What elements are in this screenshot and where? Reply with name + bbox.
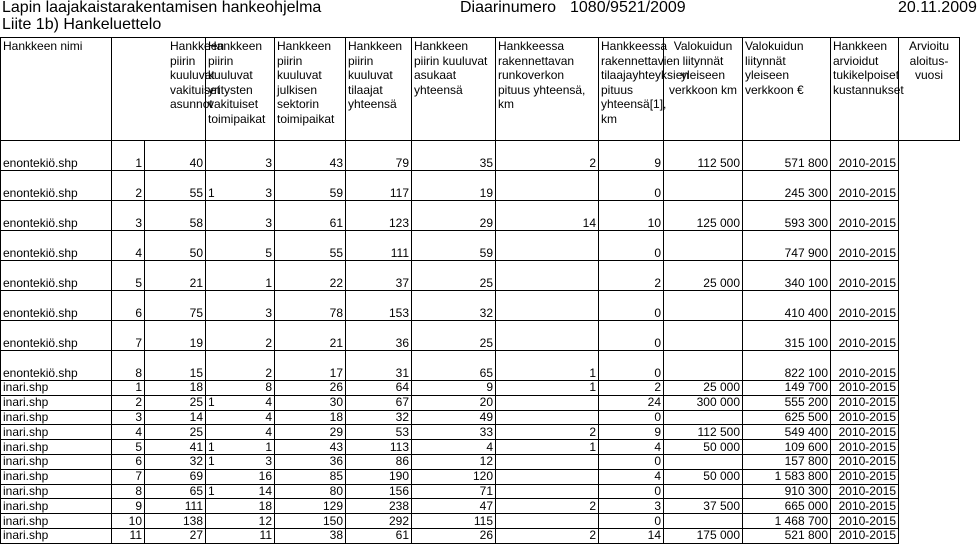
table-cell [496,321,599,351]
table-cell: 3 [599,499,664,514]
table-cell: 25 000 [664,381,743,396]
table-cell: 43 [275,440,346,455]
table-cell: 55 [275,231,346,261]
table-cell: 41 [145,440,206,455]
table-cell: 37 500 [664,499,743,514]
table-cell: 4 [206,410,275,425]
table-cell: 40 [145,141,206,171]
table-row [1,425,960,440]
table-cell: 593 300 [743,201,831,231]
table-cell: 111 [145,499,206,514]
table-row [1,454,960,469]
table-cell: 26 [275,381,346,396]
table-cell: 555 200 [743,395,831,410]
table-cell [206,454,275,469]
table-cell: 149 700 [743,381,831,396]
table-row [1,231,960,261]
table-row [1,440,960,455]
header-cell: Hankkeessa rakennettavien tilaajayhteyksien pituus yhteensä[1], km [599,38,664,141]
table-cell: 2 [112,395,145,410]
table-cell: enontekiö.shp [1,351,112,381]
table-cell: 37 [346,261,412,291]
table-cell [496,261,599,291]
table-cell: 129 [275,499,346,514]
table-cell: 2010-2015 [831,499,899,514]
table-cell: 7 [112,469,145,484]
table-cell-value: 3 [265,454,272,469]
table-cell: 2 [599,261,664,291]
table-cell: 3 [112,201,145,231]
table-cell: 5 [112,261,145,291]
table-cell: 11 [206,528,275,543]
table-cell: 175 000 [664,528,743,543]
table-cell: 38 [275,528,346,543]
table-cell [664,171,743,201]
table-cell: 138 [145,514,206,529]
table-cell: 571 800 [743,141,831,171]
table-cell [206,484,275,499]
table-cell [206,171,275,201]
table-cell: 153 [346,291,412,321]
table-cell: 25 [145,425,206,440]
table-cell: 11 [112,528,145,543]
table-cell: 18 [206,499,275,514]
table-cell: 238 [346,499,412,514]
table-cell: 1 [112,381,145,396]
table-cell [664,321,743,351]
table-cell: 123 [346,201,412,231]
table-cell: 340 100 [743,261,831,291]
table-cell: 0 [599,351,664,381]
table-cell: 61 [275,201,346,231]
table-cell: 58 [145,201,206,231]
table-cell: 747 900 [743,231,831,261]
table-cell: 80 [275,484,346,499]
table-cell: 2010-2015 [831,321,899,351]
table-cell: 3 [206,201,275,231]
table-cell: inari.shp [1,425,112,440]
table-cell: 31 [346,351,412,381]
table-cell: 3 [112,410,145,425]
project-table [0,37,960,544]
table-cell: inari.shp [1,440,112,455]
table-cell: enontekiö.shp [1,201,112,231]
table-cell: 10 [599,201,664,231]
table-cell: 113 [346,440,412,455]
table-cell: 5 [206,231,275,261]
table-cell: 75 [145,291,206,321]
table-cell: 2010-2015 [831,410,899,425]
header-cell: Hankkeen piirin kuuluvat julkisen sektorin toimipaikat [275,38,346,141]
header-row [1,38,960,141]
table-cell: 14 [145,410,206,425]
table-cell: 521 800 [743,528,831,543]
table-cell-value: 14 [258,483,272,498]
table-cell: 0 [599,291,664,321]
table-cell-extra: 1 [208,439,215,454]
table-cell: 14 [496,201,599,231]
table-cell: 1 [112,141,145,171]
table-cell: inari.shp [1,514,112,529]
table-cell: 71 [412,484,496,499]
table-cell: 150 [275,514,346,529]
table-cell: 6 [112,291,145,321]
table-cell [496,231,599,261]
diary-number-label: Diaarinumero [460,0,557,16]
table-cell: inari.shp [1,410,112,425]
table-cell: 1 583 800 [743,469,831,484]
table-cell: 2010-2015 [831,440,899,455]
table-cell: 4 [599,440,664,455]
table-row [1,469,960,484]
table-row [1,528,960,543]
table-cell: 30 [275,395,346,410]
table-cell: 50 [145,231,206,261]
table-cell: 24 [599,395,664,410]
table-cell: 78 [275,291,346,321]
table-cell: 9 [599,141,664,171]
table-cell [664,291,743,321]
table-cell: 665 000 [743,499,831,514]
table-cell: enontekiö.shp [1,171,112,201]
table-cell: 50 000 [664,469,743,484]
table-row [1,321,960,351]
table-cell: 157 800 [743,454,831,469]
table-cell: 910 300 [743,484,831,499]
table-cell: 111 [346,231,412,261]
table-cell: 109 600 [743,440,831,455]
table-cell: 50 000 [664,440,743,455]
table-cell: inari.shp [1,528,112,543]
table-cell: 61 [346,528,412,543]
table-cell: 21 [275,321,346,351]
table-row [1,201,960,231]
header-cell: Arvioitu aloitus-vuosi [899,38,960,141]
table-cell: 29 [275,425,346,440]
table-cell: 2 [496,528,599,543]
table-cell: 8 [112,484,145,499]
table-cell [206,440,275,455]
table-cell: 125 000 [664,201,743,231]
table-cell: 156 [346,484,412,499]
table-cell [496,454,599,469]
table-cell: 36 [275,454,346,469]
table-cell [496,395,599,410]
table-row [1,410,960,425]
table-cell: 59 [412,231,496,261]
table-cell [206,395,275,410]
table-cell: 0 [599,171,664,201]
table-cell: 245 300 [743,171,831,201]
table-cell [664,351,743,381]
table-cell: 0 [599,454,664,469]
table-cell: inari.shp [1,454,112,469]
table-cell: 12 [412,454,496,469]
table-row [1,499,960,514]
table-cell: 14 [599,528,664,543]
table-cell: 86 [346,454,412,469]
table-cell: 65 [412,351,496,381]
table-cell: 43 [275,141,346,171]
table-cell: 1 [496,381,599,396]
table-cell: 8 [206,381,275,396]
table-cell: 2010-2015 [831,381,899,396]
table-cell: 1 [496,351,599,381]
table-cell: enontekiö.shp [1,231,112,261]
table-cell: 1 468 700 [743,514,831,529]
header-cell: Hankkeen piirin kuuluvat asukaat yhteensä [412,38,496,141]
document-subtitle: Liite 1b) Hankeluettelo [2,16,162,33]
table-row [1,395,960,410]
table-cell: 18 [145,381,206,396]
table-cell: 6 [112,454,145,469]
table-cell: 2 [496,499,599,514]
table-cell: 85 [275,469,346,484]
table-cell: 549 400 [743,425,831,440]
table-cell: inari.shp [1,395,112,410]
table-row [1,261,960,291]
table-cell: 67 [346,395,412,410]
diary-number: 1080/9521/2009 [570,0,686,16]
table-cell: 22 [275,261,346,291]
table-cell: 2010-2015 [831,528,899,543]
table-cell [496,469,599,484]
table-cell: 112 500 [664,141,743,171]
table-cell: 2010-2015 [831,469,899,484]
table-cell [496,484,599,499]
table-cell [664,484,743,499]
table-cell: 29 [412,201,496,231]
table-cell-value: 1 [265,439,272,454]
table-row [1,171,960,201]
table-cell: 2010-2015 [831,291,899,321]
table-cell: 112 500 [664,425,743,440]
table-cell: 2010-2015 [831,351,899,381]
table-cell: 2010-2015 [831,231,899,261]
table-cell: 9 [412,381,496,396]
table-cell: 12 [206,514,275,529]
table-cell [664,231,743,261]
table-cell: 55 [145,171,206,201]
table-row [1,484,960,499]
table-row [1,291,960,321]
table-cell-value: 4 [265,395,272,410]
table-cell: 53 [346,425,412,440]
table-cell: inari.shp [1,484,112,499]
table-cell: 0 [599,514,664,529]
header-cell [112,38,225,141]
table-cell: 32 [346,410,412,425]
table-cell: 2010-2015 [831,141,899,171]
table-cell: 64 [346,381,412,396]
table-cell: 25 000 [664,261,743,291]
table-cell [664,410,743,425]
table-cell: 15 [145,351,206,381]
table-cell: 9 [599,425,664,440]
table-cell: 27 [145,528,206,543]
table-cell: 4 [412,440,496,455]
table-cell: 5 [112,440,145,455]
table-cell [664,454,743,469]
table-cell: 4 [206,425,275,440]
table-row [1,514,960,529]
table-cell: 4 [599,469,664,484]
table-cell: 69 [145,469,206,484]
table-cell: enontekiö.shp [1,291,112,321]
table-cell [496,410,599,425]
document-date: 20.11.2009 [898,0,977,16]
table-cell: 33 [412,425,496,440]
table-cell-extra: 1 [208,454,215,469]
table-cell: 2010-2015 [831,484,899,499]
table-cell: 18 [275,410,346,425]
table-cell-extra: 1 [208,483,215,498]
table-cell: 300 000 [664,395,743,410]
table-cell: 2 [112,171,145,201]
document-title: Lapin laajakaistarakentamisen hankeohjelma [2,0,322,16]
table-cell: 3 [206,291,275,321]
table-cell: 4 [112,425,145,440]
table-cell: 79 [346,141,412,171]
table-cell: 292 [346,514,412,529]
table-cell: 59 [275,171,346,201]
table-cell: 0 [599,410,664,425]
table-cell: 2010-2015 [831,454,899,469]
table-cell: 36 [346,321,412,351]
table-body [1,141,960,544]
header-cell: Hankkeen piirin kuuluvat yritysten vakituiset toimipaikat [206,38,275,141]
header-cell: Hankkeessa rakennettavan runkoverkon pituus yhteensä, km [496,38,599,141]
header-cell: Hankkeen piirin kuuluvat tilaajat yhteensä [346,38,412,141]
table-cell [496,171,599,201]
table-cell: 32 [145,454,206,469]
header-cell: Hankkeen nimi [1,38,112,141]
table-cell: 1 [206,261,275,291]
table-cell: 26 [412,528,496,543]
table-cell: 190 [346,469,412,484]
table-cell: 2010-2015 [831,425,899,440]
table-cell: 35 [412,141,496,171]
table-cell-extra: 1 [208,186,215,200]
table-cell: 4 [112,231,145,261]
header-cell: Hankkeen arvioidut tukikelpoiset kustannukset [831,38,899,141]
table-cell: 2 [496,141,599,171]
table-cell: 1 [496,440,599,455]
header-cell-text: Hankkeen piirin kuuluvat vakituiset asunnot [170,39,225,111]
table-cell: 9 [112,499,145,514]
header-cell: Valokuidun liitynnät yleiseen verkkoon km [664,38,743,141]
table-cell: enontekiö.shp [1,141,112,171]
table-cell [496,291,599,321]
table-cell: 120 [412,469,496,484]
table-cell: 32 [412,291,496,321]
table-cell: 2 [206,321,275,351]
table-cell: 0 [599,321,664,351]
table-cell: 25 [145,395,206,410]
table-cell: 115 [412,514,496,529]
table-cell: 49 [412,410,496,425]
table-cell: 21 [145,261,206,291]
table-cell: enontekiö.shp [1,261,112,291]
table-cell: 2010-2015 [831,201,899,231]
table-cell: inari.shp [1,469,112,484]
table-cell: 625 500 [743,410,831,425]
table-cell: 2010-2015 [831,261,899,291]
table-cell: 2010-2015 [831,171,899,201]
table-cell: 19 [412,171,496,201]
table-cell: inari.shp [1,381,112,396]
table-cell: 25 [412,261,496,291]
table-cell: 17 [275,351,346,381]
table-cell: 2010-2015 [831,395,899,410]
table-cell: 19 [145,321,206,351]
table-cell: 20 [412,395,496,410]
table-cell: 822 100 [743,351,831,381]
table-cell: 117 [346,171,412,201]
table-cell: 410 400 [743,291,831,321]
table-cell-extra: 1 [208,395,215,410]
table-cell-value: 3 [265,186,272,200]
table-cell: 25 [412,321,496,351]
table-cell: 3 [206,141,275,171]
table-cell: 0 [599,484,664,499]
table-cell: 2 [496,425,599,440]
table-cell: 2010-2015 [831,514,899,529]
header-cell: Valokuidun liitynnät yleiseen verkkoon € [743,38,831,141]
table-cell: 47 [412,499,496,514]
table-cell [496,514,599,529]
table-cell: 7 [112,321,145,351]
table-cell: 315 100 [743,321,831,351]
table-cell: 8 [112,351,145,381]
table-cell: 16 [206,469,275,484]
table-cell: 10 [112,514,145,529]
table-row [1,351,960,381]
table-cell: inari.shp [1,499,112,514]
table-row [1,141,960,171]
table-cell: enontekiö.shp [1,321,112,351]
table-cell: 2 [599,381,664,396]
table-cell: 0 [599,231,664,261]
table-cell [664,514,743,529]
table-cell: 2 [206,351,275,381]
table-row [1,381,960,396]
table-cell: 65 [145,484,206,499]
